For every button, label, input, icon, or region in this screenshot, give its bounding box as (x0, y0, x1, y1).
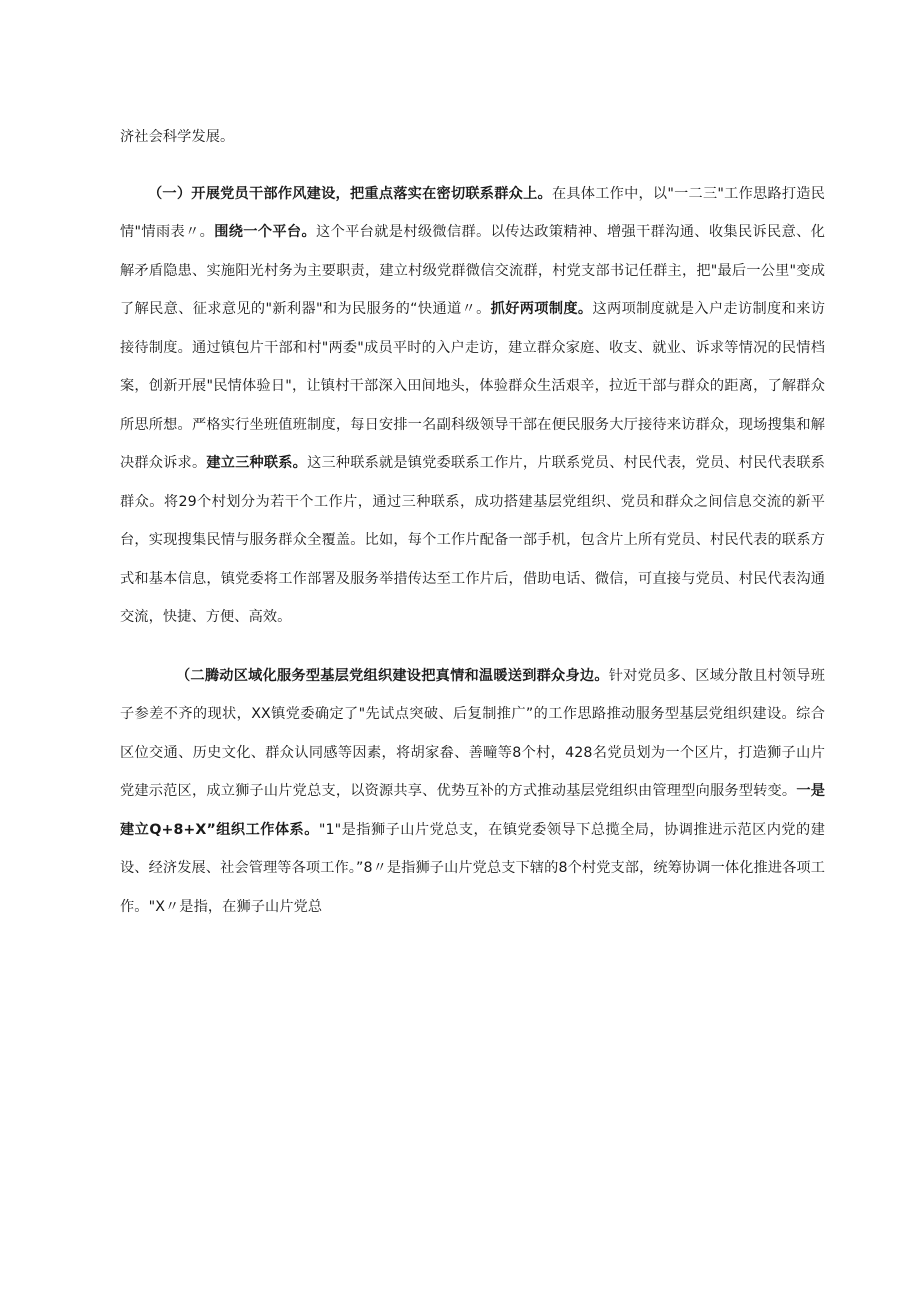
paragraph-section-one (120, 175, 825, 637)
bold-phrase: 抓好两项制度。 (490, 301, 593, 317)
paragraph-text: 这两项制度就是入户走访制度和来访接待制度。通过镇包片干部和村"两委"成员平时的入户走访，建立群众家庭、收支、就业、诉求等情况的民情档案，创新开展"民情体验日"，让镇村干部深入田间地头，体验群众生活艰辛，拉近干部与群众的距离，了解群众所思所想。严格实行坐班值班制度，每日安排一名副科级领导干部在便民服务大厅接待来访群众，现场搜集和解决群众诉求。 (120, 301, 825, 471)
bold-phrase: 建立三种联系。 (206, 455, 308, 471)
bold-phrase: 一是建立Q+8+X”组织工作体系。 (120, 783, 826, 838)
section-heading: （一）开展党员干部作风建设，把重点落实在密切联系群众上。 (148, 185, 552, 202)
paragraph-text: 济社会科学发展。 (120, 129, 235, 145)
paragraph-text: 这三种联系就是镇党委联系工作片，片联系党员、村民代表，党员、村民代表联系群众。将29个村划分为若干个工作片，通过三种联系，成功搭建基层党组织、党员和群众之间信息交流的新平台，实现搜集民情与服务群众全覆盖。比如，每个工作片配备一部手机，包含片上所有党员、村民代表的联系方式和基本信息，镇党委将工作部署及服务举措传达至工作片后，借助电话、微信，可直接与党员、村民代表沟通交流，快捷、方便、高效。 (120, 455, 825, 625)
paragraph-text: "1"是指狮子山片党总支，在镇党委领导下总揽全局，协调推进示范区内党的建设、经济发展、社会管理等各项工作。”8〃是指狮子山片党总支下辖的8个村党支部，统筹协调一体化推进各项工作。"X〃是指，在狮子山片党总 (120, 821, 825, 915)
bold-phrase: 围绕一个平台。 (214, 224, 317, 240)
section-heading: （二腾动区域化服务型基层党组织建设把真情和温暖送到群众身边。 (176, 667, 609, 684)
paragraph-continuation (120, 118, 825, 157)
paragraph-text: 这个平台就是村级微信群。以传达政策精神、增强干群沟通、收集民诉民意、化解矛盾隐患、实施阳光村务为主要职责，建立村级党群微信交流群，村党支部书记任群主，把"最后一公里"变成了解民意、征求意见的"新利器"和为民服务的“快通道〃。 (120, 224, 825, 317)
paragraph-text: 针对党员多、区域分散且村领导班子参差不齐的现状，XX镇党委确定了"先试点突破、后复制推广”的工作思路推动服务型基层党组织建设。综合区位交通、历史文化、群众认同感等因素，将胡家畚、善疃等8个村，428名党员划为一个区片，打造狮子山片党建示范区，成立狮子山片党总支，以资源共享、优势互补的方式推动基层党组织由管理型向服务型转变。 (120, 667, 825, 799)
paragraph-text: 在具体工作中，以"一二三"工作思路打造民情"情雨表〃。 (120, 185, 825, 240)
document-body (120, 118, 825, 926)
paragraph-section-two (120, 657, 825, 927)
